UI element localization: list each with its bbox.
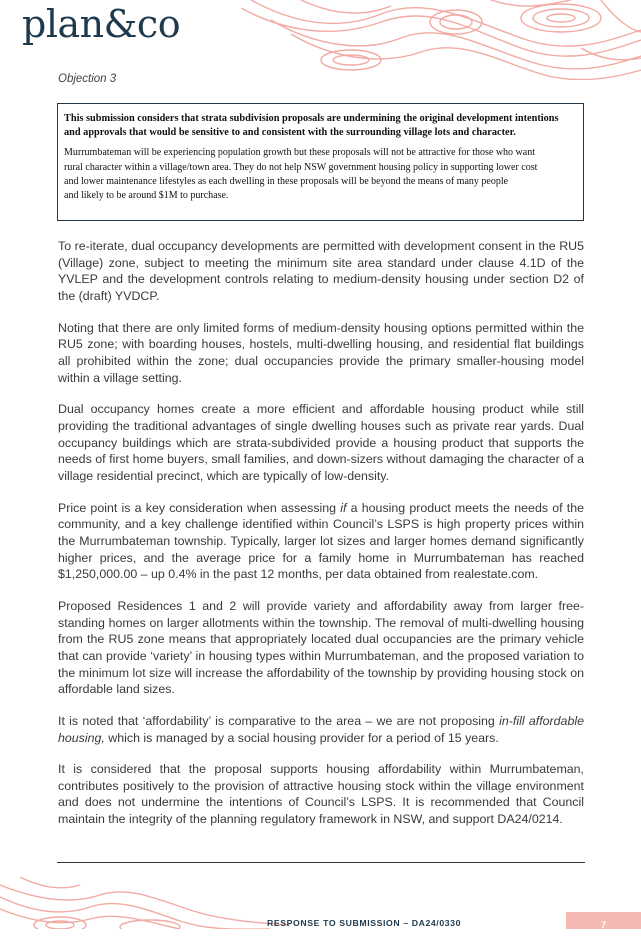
paragraph-1: To re-iterate, dual occupancy developments are permitted with development consent in the RU5 (Village) zone, subject to meeting the minimum site area standard under clause 4.1D of the YVLEP and the development controls relating to medium-density housing under section D2 of the (draft) YVDCP. [58, 239, 584, 304]
section-label: Objection 3 [58, 73, 117, 85]
company-logo: plan&co [22, 2, 181, 46]
objection-detail [64, 146, 577, 203]
paragraph-6-emphasis: in-fill affordable housing, [58, 713, 584, 745]
topographic-pattern-bottom [0, 877, 290, 929]
paragraph-4 [58, 500, 584, 584]
objection-line: and likely to be around $1M to purchase. [64, 190, 229, 202]
paragraph-2: Noting that there are only limited forms of medium-density housing options permitted within the RU5 zone; with boarding houses, hostels, multi-dwelling housing, and residential flat buildings all prohibited within the zone; dual occupancies provide the primary smaller-housing model within a village setting. [58, 320, 584, 385]
objection-line: and lower maintenance lifestyles as each dwelling in these proposals will be beyond the means of many people [64, 175, 509, 187]
page-number-badge [566, 912, 641, 929]
paragraph-6-text-a: It is noted that ‘affordability’ is comparative to the area – we are not proposing [58, 713, 500, 728]
page-number: 7 [600, 920, 606, 930]
footer-title: RESPONSE TO SUBMISSION – DA24/0330 [267, 918, 462, 928]
objection-line: rural character within a village/town area. They do not help NSW government housing policy in supporting lower cost [64, 161, 538, 173]
objection-summary: This submission considers that strata subdivision proposals are undermining the original development intentions and approvals that would be sensitive to and consistent with the surrounding village lots and character. [64, 113, 559, 139]
paragraph-4-text-a: Price point is a key consideration when assessing [58, 500, 341, 515]
divider [57, 862, 585, 863]
paragraph-4-emphasis: if [340, 500, 347, 515]
paragraph-4-text-b: a housing product meets the needs of the community, and a key challenge identified within Council’s LSPS is high property prices within the Murrumbateman township. Typically, larger lot sizes and larger homes demand significantly higher prices, and the average price for a family home in Murrumbateman has reached $1,250,000.00 – up 0.4% in the past 12 months, per data obtained from realestate.com. [58, 500, 584, 582]
paragraph-6 [58, 713, 584, 746]
paragraph-6-text-b: which is managed by a social housing provider for a period of 15 years. [104, 730, 499, 745]
topographic-pattern-top [241, 0, 641, 80]
objection-quote-box [57, 103, 584, 221]
paragraph-3: Dual occupancy homes create a more efficient and affordable housing product while still providing the traditional advantages of single dwelling houses such as private rear yards. Dual occupancy buildings which are strata-subdivided provide a housing product that supports the needs of first home buyers, small families, and down-sizers without damaging the character of a village residential precinct, which are typically of low-density. [58, 402, 584, 484]
objection-line: Murrumbateman will be experiencing population growth but these proposals will not be attractive for those who want [64, 147, 535, 159]
paragraph-7: It is considered that the proposal supports housing affordability within Murrumbateman, contributes positively to the provision of attractive housing stock within the village environment and does not undermine the intentions of Council’s LSPS. It is recommended that Council maintain the integrity of the planning regulatory framework in NSW, and support DA24/0214. [58, 762, 584, 827]
paragraph-5: Proposed Residences 1 and 2 will provide variety and affordability away from larger free-standing homes on larger allotments within the township. The removal of multi-dwelling housing from the RU5 zone means that appropriately located dual occupancies are the primary vehicle that can provide ‘variety’ in housing types within Murrumbateman, and the proposed variation to the minimum lot size will increase the affordability of the township by providing housing stock on affordable land sizes. [58, 598, 584, 697]
response-body [58, 238, 584, 828]
